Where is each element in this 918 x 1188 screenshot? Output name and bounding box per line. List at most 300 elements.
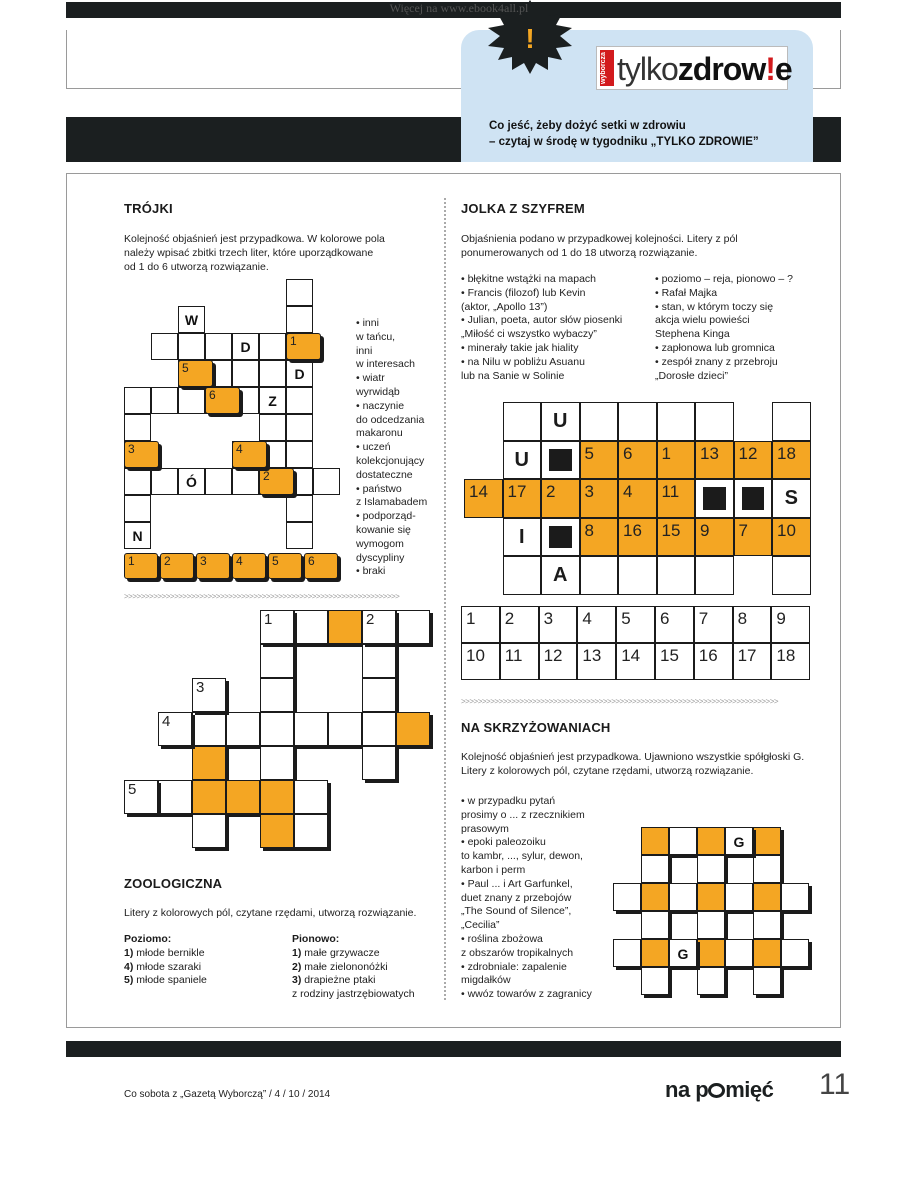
clue-line: • w przypadku pytań [461,795,556,807]
skrzyz-cell[interactable] [781,939,809,967]
cell-number: 1 [128,554,135,568]
cell-number: 10 [466,646,485,665]
jolka-cell[interactable] [618,556,657,595]
clue-line: • błękitne wstążki na mapach [461,273,596,285]
clue-line: • braki [356,565,386,578]
trojki-cell[interactable] [232,468,259,495]
trojki-number-cell[interactable] [178,360,213,387]
skrzyz-cell[interactable] [641,827,669,855]
zoo-cell[interactable] [260,814,294,848]
clue-line: z obszarów tropikalnych [461,946,574,959]
skrzyz-cell[interactable] [641,939,669,967]
clue-line: karbon i perm [461,863,526,876]
jolka-cell[interactable] [618,402,657,441]
cell-number: 11 [661,482,680,501]
skrzyz-cell[interactable] [641,911,669,939]
zoo-cell[interactable] [362,644,396,678]
black-square [742,487,765,510]
zoo-cell[interactable] [294,780,328,814]
clue-line: • naczynie [356,399,405,412]
zoo-cell[interactable] [192,746,226,780]
zoo-number-cell[interactable] [192,678,226,712]
trojki-solution-cell[interactable] [268,553,302,579]
clue-line: wyrwidąb [356,385,400,398]
trojki-clues [356,317,427,579]
cell-letter: N [132,528,143,544]
skrzyz-cell[interactable] [753,939,781,967]
jolka-clues-col2 [655,273,793,383]
skrzyz-cell[interactable] [697,911,725,939]
header-rule-left [66,30,67,88]
clue-line: • stan, w którym toczy się [655,300,774,313]
jolka-cell[interactable] [657,556,696,595]
clue-line: • Rafał Majka [655,286,718,299]
trojki-number-cell[interactable] [232,441,267,468]
clue-line: prosimy o ... z rzecznikiem [461,808,585,821]
cell-letter: G [677,946,689,962]
jolka-cell[interactable] [695,556,734,595]
trojki-letter-cell[interactable] [232,333,259,360]
jolka-number-cell[interactable] [541,479,580,518]
cell-number: 14 [621,646,641,665]
trojki-letter-cell[interactable] [178,468,205,495]
cell-number: 5 [272,554,279,568]
clue-line: • zapłonowa lub gromnica [655,341,775,354]
jolka-solution-cell[interactable] [461,606,500,643]
clue-line: „Dorosłe dzieci” [655,369,728,382]
skrzyz-cell[interactable] [641,855,669,883]
clue-line: 1) młode bernikle [124,946,205,959]
clue-line: migdałków [461,974,511,987]
zoo-cell[interactable] [362,712,396,746]
jolka-number-cell[interactable] [734,441,773,480]
jolka-cell[interactable] [657,402,696,441]
zoo-down: Pionowo: 1) małe grzywacze 2) małe zielononóżki 3) drapieżne ptaki z rodziny jastrzębiowatych [292,933,415,1001]
zoo-number-cell[interactable] [260,610,294,644]
skrzyz-letter-cell[interactable] [725,827,753,855]
cell-number: 12 [543,646,563,665]
black-square [703,487,726,510]
cell-number: 13 [700,443,719,463]
clue-line: lub na Sanie w Solinie [461,369,565,382]
jolka-number-cell[interactable] [657,441,696,480]
clue-line: • inni [356,317,379,329]
cell-number: 3 [543,609,554,628]
promo-text: Co jeść, żeby dożyć setki w zdrowiu – czytaj w środę w tygodniku „TYLKO ZDROWIE” [489,120,759,148]
cell-number: 17 [507,482,527,501]
jolka-number-cell[interactable] [618,479,657,518]
jolka-solution-cell[interactable] [577,643,616,680]
cell-letter: D [240,339,251,355]
cell-number: 5 [182,361,189,375]
trojki-cell[interactable] [286,414,313,441]
jolka-number-cell[interactable] [772,441,811,480]
trojki-solution-cell[interactable] [124,553,158,579]
zoo-cell[interactable] [192,780,226,814]
skrzyz-cell[interactable] [725,883,753,911]
logo-wyborcza-strip: wyborcza [600,50,614,86]
cell-number: 2 [366,611,375,628]
trojki-cell[interactable] [286,522,313,549]
jolka-number-cell[interactable] [618,518,657,557]
cell-number: 6 [623,443,633,463]
cell-number: 10 [777,520,796,540]
zoo-cell[interactable] [294,814,328,848]
header-rule-right [840,30,841,88]
cell-number: 9 [700,520,710,540]
cell-letter: I [518,525,525,548]
jolka-solution-cell[interactable] [733,643,772,680]
clue-line: „Miłość ci wszystko wybaczy” [461,328,597,341]
skrzyz-cell[interactable] [725,939,753,967]
zoo-cell[interactable] [260,746,294,780]
clue-line: • roślina zbożowa [461,932,543,945]
zoo-cell[interactable] [362,678,396,712]
cell-number: 1 [661,443,671,463]
trojki-cell[interactable] [124,468,151,495]
cell-number: 4 [582,609,592,628]
cell-number: 15 [660,646,679,665]
zoo-intro: Litery z kolorowych pól, czytane rzędami, utworzą rozwiązanie. [124,907,417,919]
skrzyz-cell[interactable] [641,883,669,911]
cell-number: 2 [546,482,556,501]
clue-line: • Paul ... i Art Garfunkel, [461,877,573,890]
jolka-cell[interactable] [580,556,619,595]
jolka-cell[interactable] [772,556,811,595]
trojki-cell[interactable] [286,441,313,468]
logo-wordmark: tylkozdrow!e [617,51,792,87]
trojki-cell[interactable] [259,414,286,441]
skrzyz-cell[interactable] [641,967,669,995]
zoo-cell[interactable] [158,780,192,814]
cell-letter: A [553,564,568,586]
clue-line: • minerały takie jak hiality [461,341,579,354]
zoo-cell[interactable] [396,712,430,746]
trojki-solution-cell[interactable] [196,553,230,579]
cell-number: 6 [660,609,670,628]
trojki-cell[interactable] [151,468,178,495]
clue-line: do odcedzania [356,413,425,426]
skrzyz-title: NA SKRZYŻOWANIACH [461,720,611,735]
jolka-solution-cell[interactable] [655,643,694,680]
skrzyz-cell[interactable] [697,827,725,855]
jolka-number-cell[interactable] [772,518,811,557]
zoo-cell[interactable] [192,712,226,746]
cell-letter: G [733,834,745,850]
jolka-solution-cell[interactable] [500,606,539,643]
cell-letter: S [784,487,798,509]
trojki-number-cell[interactable] [124,441,159,468]
trojki-number-cell[interactable] [286,333,321,360]
cell-number: 4 [236,554,243,568]
clue-line: inni [356,344,373,357]
black-square [549,449,572,472]
clue-line: 5) młode spaniele [124,974,207,987]
jolka-number-cell[interactable] [464,479,503,518]
zoo-cell[interactable] [260,712,294,746]
skrzyz-letter-cell[interactable] [669,939,697,967]
bottom-bar [66,1041,841,1057]
jolka-cell[interactable] [695,402,734,441]
watermark: Więcej na www.ebook4all.pl [389,1,529,15]
jolka-number-cell[interactable] [618,441,657,480]
jolka-clues-col1 [461,273,622,383]
trojki-cell[interactable] [286,279,313,306]
clue-line: „The Sound of Silence”, [461,905,572,918]
clue-line: • poziomo – reja, pionowo – ? [655,273,793,285]
jolka-number-cell[interactable] [580,441,619,480]
cell-number: 1 [466,609,476,628]
skrzyz-cell[interactable] [753,911,781,939]
clue-line: wymogom [356,537,404,550]
jolka-number-cell[interactable] [734,518,773,557]
jolka-number-cell[interactable] [695,518,734,557]
zoo-cell[interactable] [260,644,294,678]
jolka-cell[interactable] [503,556,542,595]
jolka-solution-cell[interactable] [500,643,539,680]
cell-number: 6 [209,388,216,402]
zoo-number-cell[interactable] [124,780,158,814]
clue-line: kolekcjonujący [356,454,425,467]
jolka-intro: Objaśnienia podano w przypadkowej kolejności. Litery z pól ponumerowanych od 1 do 18 utworzą rozwiązanie. [461,233,738,259]
trojki-letter-cell[interactable] [259,387,286,414]
zoo-cell[interactable] [362,746,396,780]
clue-line: z rodziny jastrzębiowatych [292,988,415,1001]
clue-line: „Cecilia” [461,919,500,932]
trojki-cell[interactable] [124,495,151,522]
cell-number: 12 [738,443,758,463]
trojki-letter-cell[interactable] [286,360,313,387]
trojki-number-cell[interactable] [259,468,294,495]
skrzyz-cell[interactable] [753,855,781,883]
cell-letter: D [294,366,305,382]
zoo-cell[interactable] [260,780,294,814]
zoo-cell[interactable] [396,610,430,644]
skrzyz-cell[interactable] [781,883,809,911]
jolka-title: JOLKA Z SZYFREM [461,201,585,216]
cell-number: 8 [737,609,748,628]
zoo-cell[interactable] [328,712,362,746]
clue-line: duet znany z przebojów [461,891,572,904]
skrzyz-intro: Kolejność objaśnień jest przypadkowa. Ujawniono wszystkie spółgłoski G. Litery z kolorowych pól, czytane rzędami, utworzą rozwiązanie. [461,751,805,777]
clue-line: • wiatr [356,372,385,385]
clue-line: z Islamabadem [356,496,428,509]
trojki-cell[interactable] [259,360,286,387]
clue-line: dostateczne [356,468,413,481]
jolka-number-cell[interactable] [657,518,696,557]
trojki-cell[interactable] [178,333,205,360]
jolka-solution-cell[interactable] [539,643,578,680]
trojki-title: TRÓJKI [124,201,173,216]
jolka-solution-cell[interactable] [733,606,772,643]
zoo-cell[interactable] [192,814,226,848]
jolka-solution-cell[interactable] [616,643,655,680]
cell-number: 17 [737,646,757,665]
cell-number: 4 [162,713,171,730]
trojki-solution-cell[interactable] [160,553,194,579]
black-square [549,526,572,549]
zoo-cell[interactable] [226,712,260,746]
cell-letter: U [553,410,568,432]
trojki-intro: Kolejność objaśnień jest przypadkowa. W kolorowe pola należy wpisać zbitki trzech liter, które uporządkowane od 1 do 6 utworzą rozwiązanie. [124,233,385,273]
cell-number: 2 [263,469,270,483]
tylko-zdrowie-logo [596,46,792,90]
cell-number: 4 [236,442,243,456]
cell-number: 5 [584,443,594,463]
jolka-number-cell[interactable] [580,518,619,557]
jolka-solution-cell[interactable] [771,643,810,680]
trojki-solution-cell[interactable] [232,553,266,579]
jolka-number-cell[interactable] [503,479,542,518]
cell-number: 7 [698,609,709,628]
trojki-cell[interactable] [286,387,313,414]
skrzyz-clues [461,795,592,1002]
clue-line: • epoki paleozoiku [461,836,546,849]
jolka-number-cell[interactable] [580,479,619,518]
skrzyz-cell[interactable] [669,883,697,911]
clue-line: • na Nilu w pobliżu Asuanu [461,355,585,368]
clue-line: (aktor, „Apollo 13”) [461,300,548,313]
trojki-cell[interactable] [151,387,178,414]
jolka-number-cell[interactable] [657,479,696,518]
cell-number: 3 [196,679,205,696]
cell-number: 16 [698,646,718,665]
cell-number: 4 [623,482,633,501]
skrzyz-cell[interactable] [697,883,725,911]
cell-number: 15 [661,520,681,540]
page-number: 11 [819,1068,851,1101]
trojki-letter-cell[interactable] [178,306,205,333]
clue-line: 1) małe grzywacze [292,946,380,959]
clue-line: • zespół znany z przebroju [655,355,778,368]
footer-text: Co sobota z „Gazetą Wyborczą” / 4 / 10 / 2014 [124,1089,331,1100]
trojki-cell[interactable] [286,495,313,522]
cell-letter: Ó [186,474,197,490]
cell-number: 1 [264,611,273,628]
cell-number: 2 [504,609,515,628]
trojki-cell[interactable] [313,468,340,495]
jolka-solution-cell[interactable] [577,606,616,643]
cell-letter: W [184,312,199,328]
separator-dots-right: >>>>>>>>>>>>>>>>>>>>>>>>>>>>>>>>>>>>>>>>>>>>>>>>>>>>>>>>>>>>>>>>>>>>>>>>>>>> [461,697,779,706]
trojki-cell[interactable] [178,387,205,414]
cell-number: 16 [623,520,642,540]
jolka-solution-cell[interactable] [616,606,655,643]
jolka-solution-cell[interactable] [539,606,578,643]
jolka-solution-cell[interactable] [655,606,694,643]
cell-number: 14 [469,482,488,501]
jolka-cell[interactable] [772,402,811,441]
clue-line: • Julian, poeta, autor słów piosenki [461,314,623,327]
trojki-cell[interactable] [286,306,313,333]
cell-letter: Z [268,393,277,409]
skrzyz-cell[interactable] [697,939,725,967]
cell-number: 13 [582,646,602,665]
trojki-cell[interactable] [124,387,151,414]
skrzyz-cell[interactable] [697,855,725,883]
clue-line: 2) małe zielononóżki [292,960,388,973]
cell-number: 3 [128,442,135,456]
clue-line: w interesach [356,358,415,371]
zoo-number-cell[interactable] [158,712,192,746]
zoo-across: Poziomo: 1) młode bernikle 4) młode szaraki 5) młode spaniele [124,933,207,987]
trojki-cell[interactable] [232,360,259,387]
clue-line: • uczeń [356,441,391,454]
separator-dots: >>>>>>>>>>>>>>>>>>>>>>>>>>>>>>>>>>>>>>>>>>>>>>>>>>>>>>>>>>>>>>>>>> [124,592,400,601]
zoo-cell[interactable] [260,678,294,712]
cell-number: 18 [777,443,796,463]
jolka-number-cell[interactable] [695,441,734,480]
cell-number: 5 [621,609,631,628]
clue-line: • Francis (filozof) lub Kevin [461,286,586,299]
skrzyz-cell[interactable] [669,827,697,855]
trojki-cell[interactable] [151,333,178,360]
trojki-cell[interactable] [124,414,151,441]
clue-line: • zdrobniale: zapalenie [461,960,567,973]
clue-line: • wwóz towarów z zagranicy [461,988,592,1001]
skrzyz-cell[interactable] [753,827,781,855]
zoo-cell[interactable] [294,712,328,746]
cell-number: 6 [308,554,315,568]
zoo-cell[interactable] [328,610,362,644]
jolka-solution-cell[interactable] [694,606,733,643]
skrzyz-cell[interactable] [753,883,781,911]
clue-line: makaronu [356,427,403,440]
cell-number: 11 [504,646,523,665]
cell-number: 3 [200,554,207,568]
cell-number: 5 [128,781,137,798]
zoo-number-cell[interactable] [362,610,396,644]
jolka-solution-cell[interactable] [771,606,810,643]
clue-line: kowanie się [356,523,411,536]
clue-line: • państwo [356,482,402,495]
skrzyz-cell[interactable] [697,967,725,995]
trojki-cell[interactable] [205,333,232,360]
zoo-cell[interactable] [294,610,328,644]
clue-line: 4) młode szaraki [124,960,202,973]
trojki-number-cell[interactable] [205,387,240,414]
cell-number: 8 [584,520,594,540]
jolka-solution-cell[interactable] [461,643,500,680]
na-pamiec-logo: na p mięć [665,1077,774,1102]
jolka-cell[interactable] [503,402,542,441]
skrzyz-cell[interactable] [613,883,641,911]
clue-line: prasowym [461,822,509,835]
svg-text:!: ! [525,23,535,54]
trojki-cell[interactable] [259,333,286,360]
clue-line: w tańcu, [356,330,396,343]
clue-line: dyscypliny [356,551,405,564]
clue-line: 3) drapieżne ptaki [292,974,376,987]
cell-number: 18 [776,646,796,665]
cell-number: 1 [290,334,297,348]
jolka-solution-cell[interactable] [694,643,733,680]
clue-line: akcja wielu powieści [655,314,750,327]
trojki-cell[interactable] [205,468,232,495]
brain-icon [708,1083,725,1098]
cell-number: 7 [738,520,748,540]
skrzyz-cell[interactable] [753,967,781,995]
cell-number: 3 [584,482,594,501]
zoo-cell[interactable] [226,780,260,814]
column-separator [444,198,446,1000]
trojki-letter-cell[interactable] [124,522,151,549]
trojki-solution-cell[interactable] [304,553,338,579]
skrzyz-cell[interactable] [613,939,641,967]
cell-number: 9 [776,609,786,628]
jolka-cell[interactable] [580,402,619,441]
cell-number: 2 [164,554,171,568]
